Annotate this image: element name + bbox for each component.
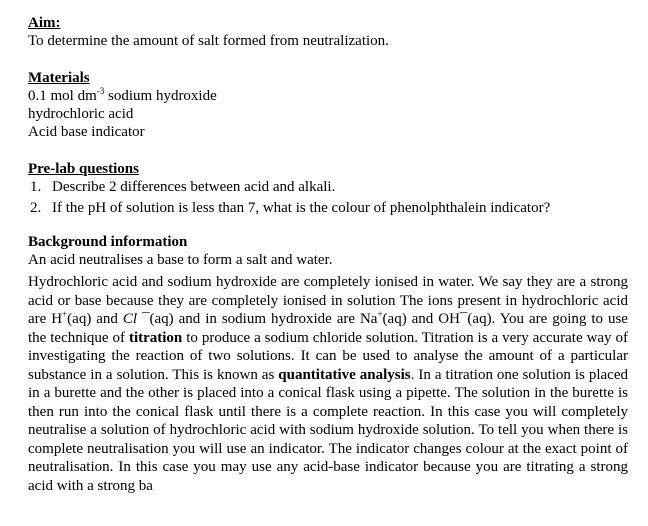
question-1-number: 1. (30, 179, 42, 195)
aim-heading: Aim: (28, 15, 61, 31)
materials-item1-suffix: sodium hydroxide (104, 88, 217, 104)
prelab-question-list (28, 178, 628, 217)
materials-item-sodium-hydroxide (28, 87, 628, 105)
paragraph-part-a: Hydrochloric acid and sodium hydroxide are completely ionised in water. We say they are a strong acid or base because they are completely ionised in solution The ions present in hydrochloric acid are H (28, 274, 628, 327)
titration-term: titration (128, 329, 183, 346)
background-paragraph (28, 273, 628, 495)
paragraph-part-e: to produce a sodium chloride solution. Titration is a very accurate way of investigating the reaction of two solutions. It can be used to analyse the amount of a particular substance in a solution. This is known as (28, 329, 628, 383)
materials-item1-exponent: -3 (96, 86, 105, 96)
background-intro: An acid neutralises a base to form a salt and water. (28, 252, 333, 268)
paragraph-part-f: . In a titration one solution is placed in a burette and the other is placed into a conical flask using a pipette. The solution in the burette is then run into the conical flask until there is a complete reaction. In this case you will completely neutralise a solution of hydrochloric acid with sodium hydroxide solution. To tell you when there is complete neutralisation you will use an indicator. The indicator changes colour at the exact point of neutralisation. In this case you may use any acid-base indicator because you are titrating a strong acid with a strong ba (28, 366, 628, 494)
chloride-symbol: Cl (122, 311, 138, 327)
paragraph-part-b: (aq) and (67, 311, 123, 327)
materials-item-hydrochloric-acid: hydrochloric acid (28, 106, 134, 122)
prelab-question-2 (28, 199, 628, 217)
paragraph-part-d: (aq) and OH¯(aq). You are going to use the technique of (28, 311, 628, 346)
h-plus-superscript: + (62, 309, 68, 319)
materials-heading: Materials (28, 70, 90, 86)
prelab-question-1 (28, 178, 628, 196)
document-page (28, 14, 628, 510)
background-heading: Background information (28, 234, 188, 250)
quantitative-analysis-term: quantitative analysis (278, 366, 411, 383)
question-2-text: If the pH of solution is less than 7, what is the colour of phenolphthalein indicator? (52, 200, 551, 216)
paragraph-part-c: ¯(aq) and in sodium hydroxide are Na (137, 311, 378, 327)
materials-item1-prefix: 0.1 mol dm (28, 88, 97, 104)
na-plus-superscript: + (377, 309, 383, 319)
prelab-heading: Pre-lab questions (28, 161, 139, 177)
aim-text: To determine the amount of salt formed from neutralization. (28, 33, 389, 49)
materials-item-indicator: Acid base indicator (28, 124, 145, 140)
question-2-number: 2. (30, 200, 42, 216)
question-1-text: Describe 2 differences between acid and alkali. (52, 179, 336, 195)
